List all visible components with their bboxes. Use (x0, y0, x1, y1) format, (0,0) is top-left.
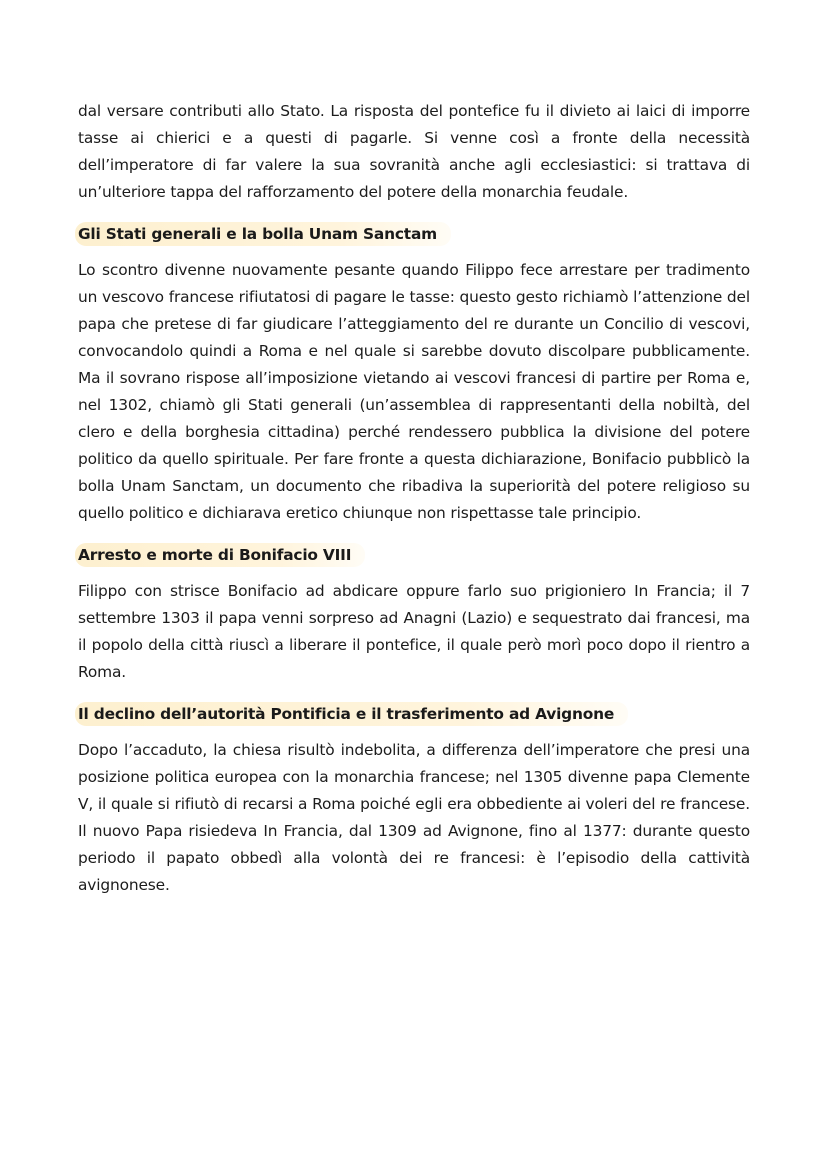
section-heading-row (75, 541, 750, 568)
section-heading-row (75, 700, 750, 727)
section-heading-arresto-morte: Arresto e morte di Bonifacio VIII (75, 543, 365, 567)
document-page (78, 98, 750, 899)
section-paragraph-arresto-morte: Filippo con strisce Bonifacio ad abdicare oppure farlo suo prigioniero In Francia; il 7 settembre 1303 il papa venni sorpreso ad Anagni (Lazio) e sequestrato dai francesi, ma il popolo della città riuscì a liberare il pontefice, il quale però morì poco dopo il rientro a Roma. (78, 582, 750, 681)
section-paragraph-stati-generali: Lo scontro divenne nuovamente pesante quando Filippo fece arrestare per tradimento un vescovo francese rifiutatosi di pagare le tasse: questo gesto richiamò l’attenzione del papa che pretese di far giudicare l’atteggiamento del re durante un Concilio di vescovi, convocandolo quindi a Roma e nel quale si sarebbe dovuto discolpare pubblicamente. Ma il sovrano rispose all’imposizione vietando ai vescovi francesi di partire per Roma e, nel 1302, chiamò gli Stati generali (un’assemblea di rappresentanti della nobiltà, del clero e della borghesia cittadina) perché rendessero pubblica la divisione del potere politico da quello spirituale. Per fare fronte a questa dichiarazione, Bonifacio pubblicò la bolla Unam Sanctam, un documento che ribadiva la superiorità del potere religioso su quello politico e dichiarava eretico chiunque non rispettasse tale principio. (78, 261, 750, 522)
intro-paragraph: dal versare contributi allo Stato. La risposta del pontefice fu il divieto ai laici di imporre tasse ai chierici e a questi di pagarle. Si venne così a fronte della necessità dell’imperatore di far valere la sua sovranità anche agli ecclesiastici: si trattava di un’ulteriore tappa del rafforzamento del potere della monarchia feudale. (78, 102, 750, 201)
section-heading-stati-generali: Gli Stati generali e la bolla Unam Sanctam (75, 222, 451, 246)
section-heading-row (75, 220, 750, 247)
section-heading-declino-avignone: Il declino dell’autorità Pontificia e il trasferimento ad Avignone (75, 702, 628, 726)
section-paragraph-declino-avignone: Dopo l’accaduto, la chiesa risultò indebolita, a differenza dell’imperatore che presi una posizione politica europea con la monarchia francese; nel 1305 divenne papa Clemente V, il quale si rifiutò di recarsi a Roma poiché egli era obbediente ai voleri del re francese. Il nuovo Papa risiedeva In Francia, dal 1309 ad Avignone, fino al 1377: durante questo periodo il papato obbedì alla volontà dei re francesi: è l’episodio della cattività avignonese. (78, 741, 750, 894)
